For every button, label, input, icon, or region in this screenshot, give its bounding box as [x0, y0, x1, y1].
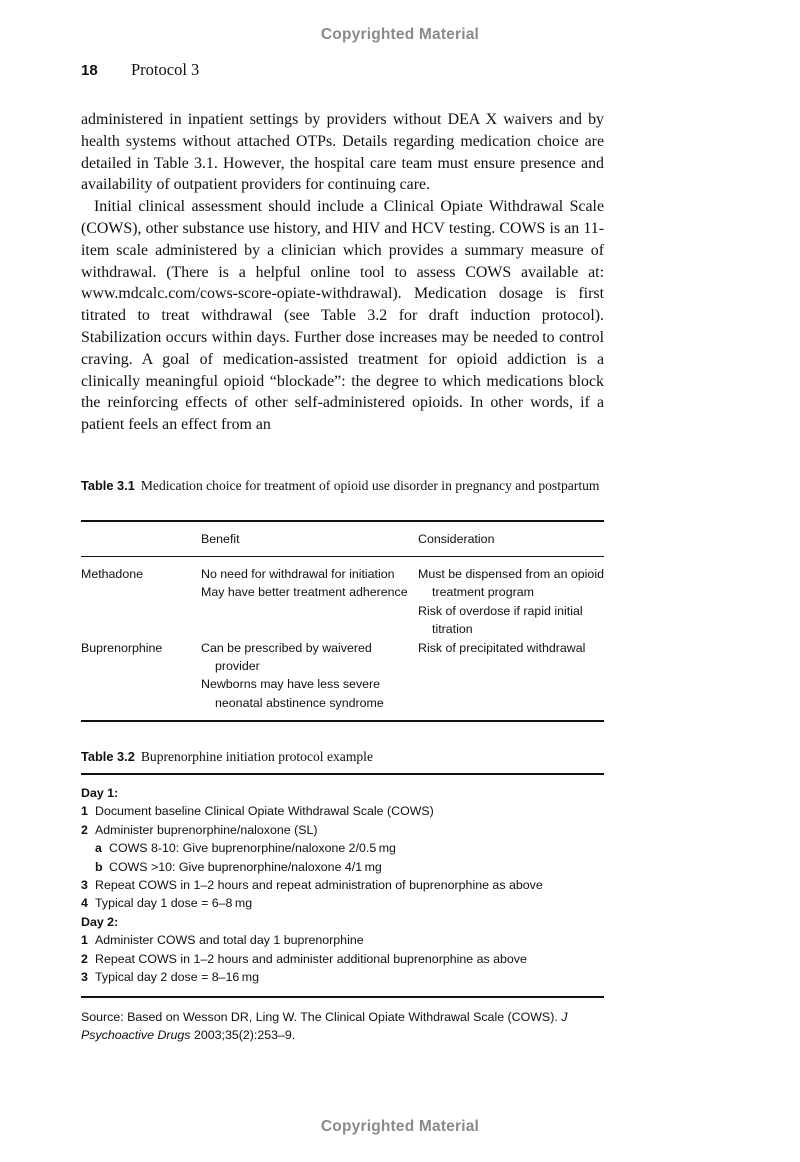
- benefit-item: May have better treatment adherence: [201, 585, 408, 600]
- benefit-item: No need for withdrawal for initiation: [201, 567, 395, 581]
- table-bottom-rule: [81, 720, 604, 722]
- consideration-item: Risk of precipitated withdrawal: [418, 640, 586, 655]
- day-heading: Day 1:: [81, 786, 119, 800]
- running-head: [81, 60, 199, 80]
- table-bottom-rule: [81, 996, 604, 998]
- table-body: [81, 565, 604, 712]
- table-row: [81, 565, 604, 639]
- table-top-rule: [81, 773, 604, 775]
- paragraph: Initial clinical assessment should include a Clinical Opiate Withdrawal Scale (COWS), other substance use history, and HIV and HCV testing. COWS is an 11-item scale administered by a clinician which provides a summary measure of withdrawal. (There is a helpful online tool to assess COWS available at: www.mdcalc.com/cows-score-opiate-withdrawal). Medication dosage is first titrated to treat withdrawal (see Table 3.2 for draft induction protocol). Stabilization occurs within days. Further dose increases may be needed to control craving. A goal of medication-assisted treatment for opioid addiction is a clinically meaningful opioid “blockade”: the degree to which medications block the reinforcing effects of other self-administered opioids. In other words, if a patient feels an effect from an: [81, 198, 604, 434]
- table-source-note: Source: Based on Wesson DR, Ling W. The Clinical Opiate Withdrawal Scale (COWS). J Psychoactive Drugs 2003;35(2):253–9.: [81, 1010, 568, 1043]
- medication-cell: Buprenorphine: [81, 640, 163, 655]
- protocol-step: 2 Administer buprenorphine/naloxone (SL): [81, 822, 318, 837]
- day-heading: Day 2:: [81, 914, 119, 929]
- table-label: Table 3.2: [81, 749, 135, 764]
- benefit-item: Can be prescribed by waivered provider: [201, 640, 372, 674]
- protocol-list: [81, 784, 604, 986]
- consideration-item: Risk of overdose if rapid initial titration: [418, 603, 583, 637]
- table-header-row: [81, 530, 604, 548]
- table-row: [81, 639, 604, 713]
- paragraph: administered in inpatient settings by providers without DEA X waivers and by health systems without attached OTPs. Details regarding medication choice are detailed in Table 3.1. However, the hospital care team must ensure presence and availability of outpatient providers for continuing care.: [81, 111, 604, 194]
- page-number: 18: [81, 62, 98, 79]
- consideration-item: Must be dispensed from an opioid treatment program: [418, 567, 604, 600]
- table-caption: [81, 748, 604, 766]
- table-top-rule: [81, 520, 604, 522]
- table-title: Buprenorphine initiation protocol example: [140, 749, 373, 764]
- protocol-step: 4 Typical day 1 dose = 6–8 mg: [81, 896, 253, 911]
- table-label: Table 3.1: [81, 478, 135, 493]
- protocol-step: 3 Repeat COWS in 1–2 hours and repeat administration of buprenorphine as above: [81, 878, 543, 893]
- header-cell: Consideration: [418, 532, 495, 546]
- table-caption: [81, 477, 604, 495]
- journal-name: J Psychoactive Drugs: [81, 1010, 568, 1043]
- body-text: [81, 109, 604, 436]
- table-header-rule: [81, 556, 604, 557]
- protocol-substep: a COWS 8-10: Give buprenorphine/naloxone 2/0.5 mg: [95, 841, 396, 856]
- protocol-step: 2 Repeat COWS in 1–2 hours and administer additional buprenorphine as above: [81, 951, 527, 966]
- protocol-step: 1 Document baseline Clinical Opiate Withdrawal Scale (COWS): [81, 804, 434, 819]
- chapter-title: Protocol 3: [131, 60, 200, 79]
- benefit-item: Newborns may have less severe neonatal abstinence syndrome: [201, 677, 384, 710]
- header-cell: [81, 530, 201, 548]
- medication-cell: Methadone: [81, 567, 144, 581]
- protocol-step: 1 Administer COWS and total day 1 buprenorphine: [81, 933, 364, 948]
- table-title: Medication choice for treatment of opioid use disorder in pregnancy and postpartum: [140, 478, 600, 493]
- copyright-watermark-top: Copyrighted Material: [320, 26, 480, 43]
- protocol-substep: b COWS >10: Give buprenorphine/naloxone 4/1 mg: [95, 859, 382, 874]
- protocol-step: 3 Typical day 2 dose = 8–16 mg: [81, 970, 260, 985]
- copyright-watermark-bottom: Copyrighted Material: [320, 1118, 480, 1135]
- header-cell: Benefit: [201, 532, 240, 546]
